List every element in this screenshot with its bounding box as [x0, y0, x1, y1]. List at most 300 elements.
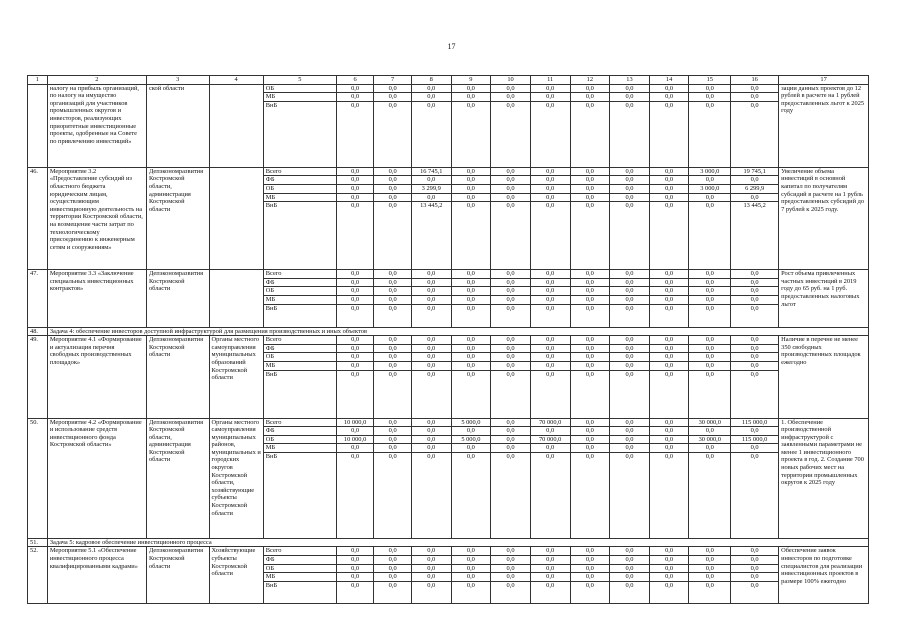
value-cell: 0,0 — [374, 270, 412, 279]
value-cell: 0,0 — [530, 295, 570, 304]
value-cell: 0,0 — [731, 287, 779, 296]
value-cell: 0,0 — [451, 427, 491, 436]
section-row — [28, 327, 869, 336]
value-cell: 0,0 — [491, 370, 531, 418]
value-cell: 0,0 — [491, 581, 531, 603]
value-cell: 16 745,1 — [411, 167, 451, 176]
value-cell: 0,0 — [689, 336, 731, 345]
value-cell: 0,0 — [411, 418, 451, 427]
header-cell: 2 — [47, 76, 146, 85]
value-cell: 0,0 — [451, 581, 491, 603]
value-cell: 0,0 — [491, 573, 531, 582]
value-cell: 70 000,0 — [530, 418, 570, 427]
value-cell: 0,0 — [374, 564, 412, 573]
funding-source: ВнБ — [263, 304, 336, 327]
value-cell: 0,0 — [336, 93, 374, 102]
value-cell: 0,0 — [336, 287, 374, 296]
value-cell: 0,0 — [530, 167, 570, 176]
header-row — [28, 76, 869, 85]
value-cell: 0,0 — [336, 84, 374, 93]
value-cell: 0,0 — [411, 427, 451, 436]
value-cell: 0,0 — [731, 101, 779, 167]
value-cell: 0,0 — [570, 418, 610, 427]
value-cell: 0,0 — [451, 295, 491, 304]
value-cell: 0,0 — [731, 295, 779, 304]
value-cell: 0,0 — [336, 547, 374, 556]
value-cell: 0,0 — [411, 101, 451, 167]
funding-source: МБ — [263, 93, 336, 102]
value-cell: 0,0 — [610, 556, 650, 565]
value-cell: 0,0 — [530, 278, 570, 287]
activity-name: Мероприятие 4.2 «Формирование и использование средств инвестиционного фонда Костромской области» — [47, 418, 146, 538]
value-cell: 0,0 — [374, 556, 412, 565]
value-cell: 0,0 — [649, 93, 689, 102]
value-cell: 0,0 — [374, 344, 412, 353]
value-cell: 0,0 — [530, 287, 570, 296]
value-cell: 0,0 — [336, 336, 374, 345]
value-cell: 0,0 — [610, 93, 650, 102]
header-cell: 3 — [146, 76, 209, 85]
value-cell: 0,0 — [731, 564, 779, 573]
value-cell: 0,0 — [689, 101, 731, 167]
value-cell: 0,0 — [451, 564, 491, 573]
value-cell: 0,0 — [374, 101, 412, 167]
value-cell: 0,0 — [649, 278, 689, 287]
funding-source: ВнБ — [263, 581, 336, 603]
value-cell: 0,0 — [689, 93, 731, 102]
value-cell: 0,0 — [689, 278, 731, 287]
value-cell: 0,0 — [374, 336, 412, 345]
value-cell: 0,0 — [610, 370, 650, 418]
table-row — [28, 84, 869, 93]
value-cell: 0,0 — [649, 452, 689, 538]
table-row — [28, 167, 869, 176]
value-cell: 0,0 — [451, 176, 491, 185]
value-cell: 0,0 — [491, 427, 531, 436]
value-cell: 0,0 — [649, 344, 689, 353]
value-cell: 115 000,0 — [731, 435, 779, 444]
value-cell: 0,0 — [491, 556, 531, 565]
value-cell: 0,0 — [731, 304, 779, 327]
value-cell: 0,0 — [689, 353, 731, 362]
executor: ской области — [146, 84, 209, 167]
value-cell: 0,0 — [649, 202, 689, 270]
value-cell: 0,0 — [451, 193, 491, 202]
value-cell: 0,0 — [570, 176, 610, 185]
value-cell: 0,0 — [411, 564, 451, 573]
value-cell: 0,0 — [336, 564, 374, 573]
value-cell: 0,0 — [610, 547, 650, 556]
value-cell: 0,0 — [530, 353, 570, 362]
value-cell: 0,0 — [570, 167, 610, 176]
value-cell: 3 000,0 — [689, 167, 731, 176]
value-cell: 0,0 — [610, 444, 650, 453]
value-cell: 0,0 — [451, 270, 491, 279]
activity-name: Мероприятие 3.3 «Заключение специальных инвестиционных контрактов» — [47, 270, 146, 327]
value-cell: 0,0 — [491, 270, 531, 279]
funding-source: МБ — [263, 295, 336, 304]
value-cell: 0,0 — [374, 176, 412, 185]
header-cell: 6 — [336, 76, 374, 85]
value-cell: 0,0 — [336, 193, 374, 202]
value-cell: 0,0 — [530, 336, 570, 345]
header-cell: 14 — [649, 76, 689, 85]
value-cell: 0,0 — [570, 270, 610, 279]
value-cell: 0,0 — [491, 193, 531, 202]
value-cell: 0,0 — [336, 344, 374, 353]
value-cell: 0,0 — [689, 84, 731, 93]
header-cell: 5 — [263, 76, 336, 85]
value-cell: 0,0 — [610, 304, 650, 327]
value-cell: 0,0 — [491, 295, 531, 304]
funding-source: ФБ — [263, 427, 336, 436]
value-cell: 0,0 — [374, 427, 412, 436]
value-cell: 0,0 — [649, 336, 689, 345]
value-cell: 0,0 — [374, 452, 412, 538]
value-cell: 0,0 — [336, 167, 374, 176]
value-cell: 0,0 — [731, 278, 779, 287]
value-cell: 0,0 — [336, 295, 374, 304]
value-cell: 0,0 — [570, 287, 610, 296]
value-cell: 0,0 — [530, 101, 570, 167]
funding-source: ФБ — [263, 344, 336, 353]
value-cell: 0,0 — [411, 93, 451, 102]
value-cell: 0,0 — [530, 193, 570, 202]
value-cell: 0,0 — [570, 361, 610, 370]
funding-source: Всего — [263, 418, 336, 427]
value-cell: 0,0 — [374, 444, 412, 453]
value-cell: 0,0 — [491, 344, 531, 353]
value-cell: 0,0 — [570, 353, 610, 362]
value-cell: 0,0 — [336, 353, 374, 362]
value-cell: 0,0 — [731, 336, 779, 345]
value-cell: 0,0 — [649, 564, 689, 573]
value-cell: 0,0 — [336, 556, 374, 565]
row-number: 52. — [28, 547, 48, 603]
table-row — [28, 547, 869, 556]
row-number: 49. — [28, 336, 48, 418]
value-cell: 0,0 — [610, 270, 650, 279]
value-cell: 0,0 — [451, 556, 491, 565]
value-cell: 0,0 — [374, 547, 412, 556]
value-cell: 0,0 — [731, 84, 779, 93]
header-cell: 10 — [491, 76, 531, 85]
funding-source: ФБ — [263, 556, 336, 565]
value-cell: 0,0 — [530, 270, 570, 279]
value-cell: 0,0 — [411, 193, 451, 202]
value-cell: 0,0 — [451, 278, 491, 287]
value-cell: 0,0 — [570, 370, 610, 418]
activity-name: Мероприятие 3.2 «Предоставление субсидий из областного бюджета юридическим лицам, осуществляющим инвестиционную деятельность на территории Костромской области, на возмещение части затрат по технологическому присоединению к инженерным сетям и сооружениям» — [47, 167, 146, 269]
value-cell: 0,0 — [731, 353, 779, 362]
value-cell: 0,0 — [451, 353, 491, 362]
funding-source: Всего — [263, 547, 336, 556]
value-cell: 0,0 — [491, 287, 531, 296]
value-cell: 0,0 — [451, 344, 491, 353]
value-cell: 0,0 — [689, 370, 731, 418]
value-cell: 0,0 — [689, 270, 731, 279]
value-cell: 0,0 — [530, 184, 570, 193]
value-cell: 0,0 — [530, 573, 570, 582]
funding-source: ОБ — [263, 287, 336, 296]
value-cell: 0,0 — [336, 202, 374, 270]
value-cell: 0,0 — [570, 435, 610, 444]
value-cell: 0,0 — [451, 361, 491, 370]
value-cell: 0,0 — [491, 547, 531, 556]
expected-result: Рост объема привлеченных частных инвестиций в 2019 году до 65 руб. на 1 руб. предоставленных налоговых льгот — [779, 270, 869, 327]
value-cell: 0,0 — [570, 573, 610, 582]
value-cell: 0,0 — [610, 427, 650, 436]
value-cell: 0,0 — [491, 336, 531, 345]
co-executor: Органы местного самоуправления муниципальных районов, муниципальных и городских округов Костромской области, хозяйствующие субъекты Костромской области — [209, 418, 263, 538]
section-number: 48. — [28, 327, 48, 336]
value-cell: 0,0 — [649, 287, 689, 296]
executor: Депэкономразвития Костромской области, администрация Костромской области — [146, 418, 209, 538]
value-cell: 0,0 — [570, 295, 610, 304]
value-cell: 6 299,9 — [731, 184, 779, 193]
row-number: 47. — [28, 270, 48, 327]
value-cell: 0,0 — [530, 556, 570, 565]
value-cell: 0,0 — [689, 361, 731, 370]
value-cell: 0,0 — [491, 167, 531, 176]
value-cell: 0,0 — [731, 581, 779, 603]
value-cell: 0,0 — [374, 304, 412, 327]
value-cell: 0,0 — [570, 344, 610, 353]
value-cell: 0,0 — [649, 573, 689, 582]
value-cell: 0,0 — [491, 452, 531, 538]
value-cell: 0,0 — [374, 193, 412, 202]
value-cell: 0,0 — [649, 556, 689, 565]
value-cell: 0,0 — [411, 176, 451, 185]
value-cell: 0,0 — [491, 84, 531, 93]
value-cell: 0,0 — [451, 167, 491, 176]
value-cell: 0,0 — [530, 361, 570, 370]
value-cell: 0,0 — [649, 167, 689, 176]
funding-source: МБ — [263, 361, 336, 370]
value-cell: 0,0 — [649, 581, 689, 603]
value-cell: 0,0 — [610, 193, 650, 202]
value-cell: 0,0 — [451, 547, 491, 556]
value-cell: 13 445,2 — [731, 202, 779, 270]
value-cell: 0,0 — [491, 444, 531, 453]
co-executor: Органы местного самоуправления муниципальных образований Костромской области — [209, 336, 263, 418]
program-table — [27, 75, 869, 604]
funding-source: ВнБ — [263, 452, 336, 538]
value-cell: 5 000,0 — [451, 435, 491, 444]
funding-source: МБ — [263, 193, 336, 202]
value-cell: 0,0 — [649, 295, 689, 304]
header-cell: 11 — [530, 76, 570, 85]
co-executor: Хозяйствующие субъекты Костромской области — [209, 547, 263, 603]
value-cell: 0,0 — [336, 452, 374, 538]
value-cell: 0,0 — [374, 370, 412, 418]
value-cell: 0,0 — [491, 101, 531, 167]
value-cell: 0,0 — [451, 336, 491, 345]
value-cell: 0,0 — [530, 564, 570, 573]
value-cell: 0,0 — [411, 304, 451, 327]
value-cell: 0,0 — [336, 361, 374, 370]
value-cell: 0,0 — [491, 278, 531, 287]
table-row — [28, 418, 869, 427]
value-cell: 3 000,0 — [689, 184, 731, 193]
value-cell: 0,0 — [336, 278, 374, 287]
value-cell: 0,0 — [530, 84, 570, 93]
funding-source: ФБ — [263, 278, 336, 287]
executor: Депэкономразвития Костромской области — [146, 270, 209, 327]
value-cell: 0,0 — [649, 101, 689, 167]
value-cell: 0,0 — [689, 452, 731, 538]
funding-source: Всего — [263, 270, 336, 279]
value-cell: 0,0 — [374, 418, 412, 427]
activity-name: налогу на прибыль организаций, по налогу на имущество организаций для участников промышленных округов и инвесторов, реализующих приоритетные инвестиционные проекты, одобренные на Совете по привлечению инвестиций» — [47, 84, 146, 167]
value-cell: 0,0 — [610, 176, 650, 185]
value-cell: 3 299,9 — [411, 184, 451, 193]
section-title: Задача 5: кадровое обеспечение инвестиционного процесса — [47, 538, 868, 547]
value-cell: 0,0 — [411, 581, 451, 603]
value-cell: 0,0 — [689, 287, 731, 296]
table-row — [28, 270, 869, 279]
value-cell: 0,0 — [731, 444, 779, 453]
value-cell: 0,0 — [610, 167, 650, 176]
value-cell: 0,0 — [336, 573, 374, 582]
value-cell: 0,0 — [649, 184, 689, 193]
value-cell: 0,0 — [374, 202, 412, 270]
value-cell: 0,0 — [570, 101, 610, 167]
value-cell: 0,0 — [649, 547, 689, 556]
value-cell: 0,0 — [336, 176, 374, 185]
value-cell: 0,0 — [731, 427, 779, 436]
header-cell: 13 — [610, 76, 650, 85]
value-cell: 0,0 — [649, 444, 689, 453]
value-cell: 0,0 — [491, 353, 531, 362]
value-cell: 0,0 — [570, 93, 610, 102]
co-executor — [209, 84, 263, 167]
value-cell: 0,0 — [411, 547, 451, 556]
value-cell: 0,0 — [731, 93, 779, 102]
value-cell: 0,0 — [570, 193, 610, 202]
value-cell: 0,0 — [570, 184, 610, 193]
value-cell: 0,0 — [411, 84, 451, 93]
value-cell: 0,0 — [649, 353, 689, 362]
value-cell: 10 000,0 — [336, 418, 374, 427]
value-cell: 0,0 — [731, 556, 779, 565]
value-cell: 0,0 — [530, 370, 570, 418]
value-cell: 0,0 — [610, 287, 650, 296]
value-cell: 0,0 — [530, 547, 570, 556]
funding-source: ФБ — [263, 176, 336, 185]
section-row — [28, 538, 869, 547]
value-cell: 0,0 — [689, 344, 731, 353]
value-cell: 0,0 — [649, 418, 689, 427]
funding-source: ОБ — [263, 353, 336, 362]
value-cell: 0,0 — [649, 435, 689, 444]
value-cell: 0,0 — [570, 452, 610, 538]
value-cell: 0,0 — [411, 287, 451, 296]
funding-source: ОБ — [263, 435, 336, 444]
funding-source: ОБ — [263, 84, 336, 93]
expected-result: зации данных проектов до 12 рублей в расчете на 1 рублей предоставленных льгот к 2025 году — [779, 84, 869, 167]
value-cell: 0,0 — [491, 202, 531, 270]
value-cell: 0,0 — [689, 193, 731, 202]
value-cell: 0,0 — [649, 427, 689, 436]
activity-name: Мероприятие 5.1 «Обеспечение инвестиционного процесса квалифицированными кадрами» — [47, 547, 146, 603]
value-cell: 0,0 — [610, 84, 650, 93]
value-cell: 30 000,0 — [689, 435, 731, 444]
value-cell: 0,0 — [689, 202, 731, 270]
value-cell: 0,0 — [451, 184, 491, 193]
executor: Депэкономразвития Костромской области, администрация Костромской области — [146, 167, 209, 269]
value-cell: 0,0 — [610, 184, 650, 193]
executor: Депэкономразвития Костромской области — [146, 547, 209, 603]
value-cell: 0,0 — [336, 370, 374, 418]
value-cell: 0,0 — [336, 101, 374, 167]
value-cell: 0,0 — [610, 573, 650, 582]
value-cell: 0,0 — [374, 581, 412, 603]
value-cell: 0,0 — [411, 344, 451, 353]
value-cell: 0,0 — [411, 278, 451, 287]
executor: Депэкономразвития Костромской области — [146, 336, 209, 418]
value-cell: 0,0 — [374, 295, 412, 304]
funding-source: Всего — [263, 336, 336, 345]
value-cell: 0,0 — [374, 184, 412, 193]
value-cell: 0,0 — [731, 344, 779, 353]
header-cell: 9 — [451, 76, 491, 85]
value-cell: 0,0 — [610, 101, 650, 167]
value-cell: 0,0 — [451, 573, 491, 582]
value-cell: 0,0 — [610, 418, 650, 427]
value-cell: 0,0 — [610, 452, 650, 538]
value-cell: 0,0 — [731, 193, 779, 202]
value-cell: 0,0 — [411, 270, 451, 279]
value-cell: 115 000,0 — [731, 418, 779, 427]
funding-source: Всего — [263, 167, 336, 176]
co-executor — [209, 270, 263, 327]
value-cell: 0,0 — [374, 573, 412, 582]
value-cell: 0,0 — [649, 370, 689, 418]
value-cell: 0,0 — [649, 304, 689, 327]
value-cell: 0,0 — [451, 84, 491, 93]
value-cell: 0,0 — [649, 193, 689, 202]
value-cell: 0,0 — [374, 361, 412, 370]
value-cell: 0,0 — [336, 581, 374, 603]
value-cell: 0,0 — [411, 353, 451, 362]
value-cell: 0,0 — [336, 304, 374, 327]
section-title: Задача 4: обеспечение инвесторов доступной инфраструктурой для размещения производственных и иных объектов — [47, 327, 868, 336]
expected-result: Обеспечение заявок инвесторов по подготовке специалистов для реализации инвестиционных проектов в размере 100% ежегодно — [779, 547, 869, 603]
value-cell: 0,0 — [689, 427, 731, 436]
value-cell: 0,0 — [570, 581, 610, 603]
activity-name: Мероприятие 4.1 «Формирование и актуализация перечня свободных производственных площадок» — [47, 336, 146, 418]
value-cell: 0,0 — [451, 370, 491, 418]
header-cell: 4 — [209, 76, 263, 85]
value-cell: 0,0 — [374, 435, 412, 444]
expected-result: Наличие в перечне не менее 350 свободных производственных площадок ежегодно — [779, 336, 869, 418]
value-cell: 0,0 — [374, 278, 412, 287]
value-cell: 5 000,0 — [451, 418, 491, 427]
header-cell: 7 — [374, 76, 412, 85]
value-cell: 0,0 — [491, 361, 531, 370]
value-cell: 0,0 — [336, 427, 374, 436]
value-cell: 0,0 — [336, 270, 374, 279]
value-cell: 30 000,0 — [689, 418, 731, 427]
value-cell: 70 000,0 — [530, 435, 570, 444]
header-cell: 12 — [570, 76, 610, 85]
value-cell: 0,0 — [731, 361, 779, 370]
value-cell: 0,0 — [491, 418, 531, 427]
value-cell: 0,0 — [374, 167, 412, 176]
funding-source: МБ — [263, 573, 336, 582]
value-cell: 0,0 — [411, 361, 451, 370]
